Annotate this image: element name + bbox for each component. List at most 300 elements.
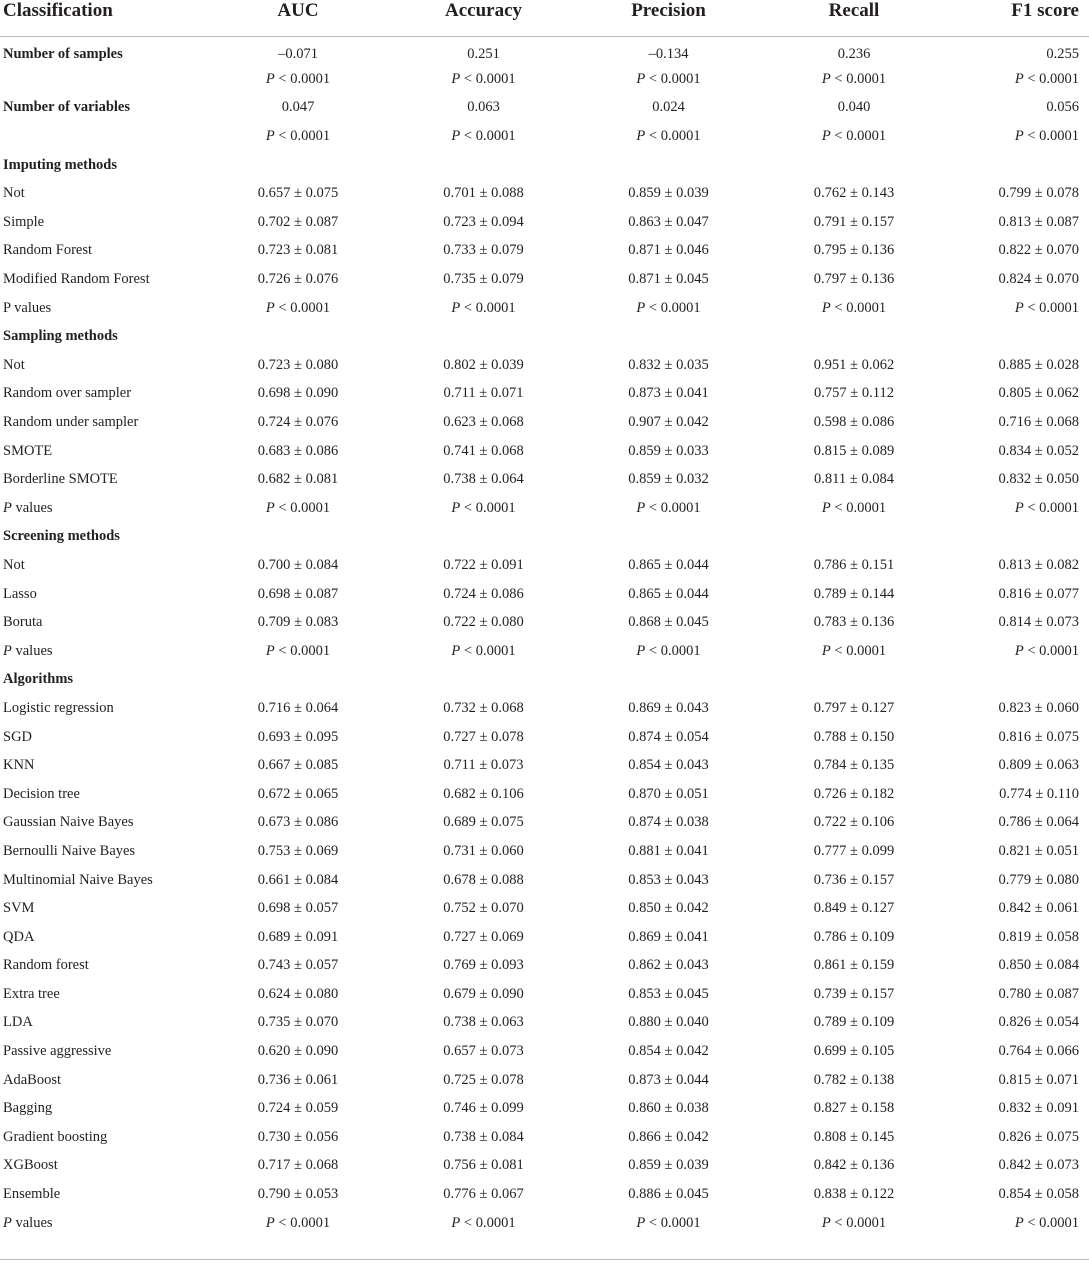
cell-precision: 0.862 ± 0.043 xyxy=(628,957,709,974)
cell-f1-score: 0.779 ± 0.080 xyxy=(998,871,1079,888)
cell-accuracy: 0.679 ± 0.090 xyxy=(443,985,524,1002)
cell-recall: 0.786 ± 0.151 xyxy=(813,556,895,573)
cell-precision xyxy=(576,322,761,351)
cell-accuracy: P < 0.0001 xyxy=(451,70,516,87)
cell-f1-score: 0.813 ± 0.082 xyxy=(998,556,1079,573)
header-row xyxy=(0,0,1089,37)
cell-accuracy xyxy=(391,322,576,351)
cell-auc: 0.753 ± 0.069 xyxy=(257,842,339,859)
cell-auc: 0.673 ± 0.086 xyxy=(257,814,339,831)
cell-recall: 0.782 ± 0.138 xyxy=(813,1071,895,1088)
cell-auc: 0.717 ± 0.068 xyxy=(257,1157,339,1174)
cell-precision: –0.134 xyxy=(648,45,689,62)
cell-f1-score: 0.814 ± 0.073 xyxy=(998,614,1079,631)
cell-f1-score: 0.774 ± 0.110 xyxy=(999,785,1079,802)
cell-recall xyxy=(761,322,947,351)
cell-recall: 0.739 ± 0.157 xyxy=(813,985,895,1002)
cell-recall: 0.762 ± 0.143 xyxy=(813,185,895,202)
cell-auc xyxy=(205,151,391,180)
cell-auc: P < 0.0001 xyxy=(265,642,331,659)
cell-f1-score xyxy=(947,666,1089,695)
cell-precision: 0.874 ± 0.054 xyxy=(628,728,709,745)
cell-accuracy: 0.732 ± 0.068 xyxy=(443,699,524,716)
cell-accuracy: 0.251 xyxy=(467,45,500,62)
table-row xyxy=(0,237,1089,266)
table-row xyxy=(0,980,1089,1009)
cell-accuracy xyxy=(391,666,576,695)
cell-recall: 0.849 ± 0.127 xyxy=(813,900,895,917)
cell-auc: 0.047 xyxy=(281,99,315,116)
table-row xyxy=(0,1094,1089,1123)
cell-precision: 0.869 ± 0.043 xyxy=(628,699,709,716)
cell-f1-score: 0.842 ± 0.073 xyxy=(998,1157,1079,1174)
row-label: XGBoost xyxy=(3,1157,58,1174)
cell-f1-score: 0.799 ± 0.078 xyxy=(998,185,1079,202)
cell-auc: 0.700 ± 0.084 xyxy=(257,556,339,573)
cell-accuracy: 0.738 ± 0.063 xyxy=(443,1014,524,1031)
cell-recall: 0.598 ± 0.086 xyxy=(813,414,895,431)
cell-precision: 0.873 ± 0.041 xyxy=(628,385,709,402)
cell-precision: 0.869 ± 0.041 xyxy=(628,928,709,945)
table-row xyxy=(0,952,1089,981)
row-label: AdaBoost xyxy=(3,1071,61,1088)
row-label: LDA xyxy=(3,1014,33,1031)
cell-recall: 0.808 ± 0.145 xyxy=(813,1128,895,1145)
cell-precision: 0.880 ± 0.040 xyxy=(628,1014,709,1031)
cell-recall: 0.951 ± 0.062 xyxy=(813,356,895,373)
cell-f1-score: 0.854 ± 0.058 xyxy=(998,1186,1079,1203)
row-label: Ensemble xyxy=(3,1186,61,1203)
cell-accuracy: 0.063 xyxy=(467,99,500,116)
cell-precision: 0.870 ± 0.051 xyxy=(628,785,709,802)
cell-precision: 0.859 ± 0.033 xyxy=(628,442,709,459)
table-row xyxy=(0,1123,1089,1152)
section-row xyxy=(0,523,1089,552)
table-row xyxy=(0,265,1089,294)
cell-auc: P < 0.0001 xyxy=(265,1214,331,1231)
row-label: Random under sampler xyxy=(3,414,139,431)
row-label: SVM xyxy=(3,900,35,917)
cell-precision: 0.859 ± 0.039 xyxy=(628,1157,709,1174)
table-row xyxy=(0,723,1089,752)
row-label: Not xyxy=(3,556,25,573)
cell-accuracy: 0.711 ± 0.073 xyxy=(443,757,524,774)
cell-recall: 0.842 ± 0.136 xyxy=(813,1157,895,1174)
cell-accuracy xyxy=(391,523,576,552)
cell-accuracy: 0.623 ± 0.068 xyxy=(443,414,524,431)
table-row xyxy=(0,465,1089,494)
table-row xyxy=(0,294,1089,323)
row-label: QDA xyxy=(3,928,35,945)
cell-precision: 0.865 ± 0.044 xyxy=(628,556,709,573)
table-row xyxy=(0,1009,1089,1038)
header-classification: Classification xyxy=(0,0,205,37)
cell-recall: P < 0.0001 xyxy=(821,499,887,516)
cell-auc: 0.624 ± 0.080 xyxy=(257,985,339,1002)
cell-f1-score: 0.885 ± 0.028 xyxy=(998,356,1079,373)
table-row xyxy=(0,65,1089,94)
table-row xyxy=(0,608,1089,637)
row-label: Bagging xyxy=(3,1100,53,1117)
cell-precision xyxy=(576,666,761,695)
cell-recall: 0.699 ± 0.105 xyxy=(813,1043,895,1060)
cell-auc xyxy=(205,322,391,351)
row-label: Not xyxy=(3,185,25,202)
table-row xyxy=(0,208,1089,237)
cell-accuracy: 0.689 ± 0.075 xyxy=(443,814,524,831)
cell-recall: 0.722 ± 0.106 xyxy=(813,814,895,831)
cell-auc: P < 0.0001 xyxy=(265,499,331,516)
cell-precision: 0.873 ± 0.044 xyxy=(628,1071,709,1088)
cell-recall: 0.786 ± 0.109 xyxy=(813,928,895,945)
table-row xyxy=(0,751,1089,780)
cell-f1-score: 0.821 ± 0.051 xyxy=(998,842,1079,859)
cell-recall: 0.777 ± 0.099 xyxy=(813,842,895,859)
table-row xyxy=(0,1037,1089,1066)
table-row xyxy=(0,780,1089,809)
table-row xyxy=(0,551,1089,580)
row-label: Screening methods xyxy=(3,528,120,545)
row-label: Logistic regression xyxy=(3,699,114,716)
cell-accuracy: P < 0.0001 xyxy=(451,642,516,659)
cell-auc: 0.723 ± 0.080 xyxy=(257,356,339,373)
cell-recall xyxy=(761,666,947,695)
cell-precision: 0.874 ± 0.038 xyxy=(628,814,709,831)
row-label: Number of variables xyxy=(3,99,131,116)
cell-auc: 0.716 ± 0.064 xyxy=(257,699,339,716)
cell-precision: 0.859 ± 0.032 xyxy=(628,471,709,488)
table-row xyxy=(0,894,1089,923)
header-accuracy: Accuracy xyxy=(391,0,576,37)
row-label: Passive aggressive xyxy=(3,1043,112,1060)
cell-precision: 0.871 ± 0.045 xyxy=(628,271,709,288)
section-row xyxy=(0,666,1089,695)
cell-recall: 0.797 ± 0.127 xyxy=(813,699,895,716)
cell-f1-score: 0.834 ± 0.052 xyxy=(998,442,1079,459)
cell-precision: 0.853 ± 0.045 xyxy=(628,985,709,1002)
row-label: Gaussian Naive Bayes xyxy=(3,814,134,831)
table-row xyxy=(0,923,1089,952)
cell-accuracy: 0.657 ± 0.073 xyxy=(443,1043,524,1060)
cell-accuracy: 0.746 ± 0.099 xyxy=(443,1100,524,1117)
cell-precision: P < 0.0001 xyxy=(636,1214,701,1231)
row-label: Random Forest xyxy=(3,242,93,259)
header-recall: Recall xyxy=(761,0,947,37)
cell-auc: 0.682 ± 0.081 xyxy=(257,471,339,488)
section-row xyxy=(0,94,1089,123)
cell-f1-score: 0.816 ± 0.077 xyxy=(998,585,1079,602)
cell-f1-score xyxy=(947,523,1089,552)
cell-f1-score: 0.056 xyxy=(1046,99,1079,116)
cell-auc: 0.661 ± 0.084 xyxy=(257,871,339,888)
cell-f1-score: 0.813 ± 0.087 xyxy=(998,213,1079,230)
cell-recall: 0.827 ± 0.158 xyxy=(813,1100,895,1117)
cell-precision: 0.024 xyxy=(652,99,685,116)
cell-precision: 0.860 ± 0.038 xyxy=(628,1100,709,1117)
cell-accuracy: 0.723 ± 0.094 xyxy=(443,213,524,230)
cell-precision: 0.868 ± 0.045 xyxy=(628,614,709,631)
table-row xyxy=(0,1066,1089,1095)
row-label xyxy=(0,65,205,94)
table-row xyxy=(0,494,1089,523)
cell-auc: 0.709 ± 0.083 xyxy=(257,614,339,631)
cell-accuracy: 0.769 ± 0.093 xyxy=(443,957,524,974)
table-row xyxy=(0,580,1089,609)
row-label: Algorithms xyxy=(3,671,74,688)
cell-accuracy: 0.722 ± 0.080 xyxy=(443,614,524,631)
cell-auc: 0.698 ± 0.090 xyxy=(257,385,339,402)
cell-auc: 0.790 ± 0.053 xyxy=(257,1186,339,1203)
cell-auc: 0.698 ± 0.057 xyxy=(257,900,339,917)
cell-recall: 0.789 ± 0.144 xyxy=(813,585,895,602)
cell-auc: 0.702 ± 0.087 xyxy=(257,213,339,230)
row-label: Simple xyxy=(3,213,45,230)
cell-f1-score xyxy=(947,322,1089,351)
cell-recall: 0.784 ± 0.135 xyxy=(813,757,895,774)
row-label: Lasso xyxy=(3,585,37,602)
cell-precision: 0.863 ± 0.047 xyxy=(628,213,709,230)
row-label: Imputing methods xyxy=(3,156,118,173)
cell-recall: P < 0.0001 xyxy=(821,128,887,145)
table-row xyxy=(0,637,1089,666)
bottom-rule xyxy=(0,1259,1089,1260)
cell-f1-score: 0.826 ± 0.075 xyxy=(998,1128,1079,1145)
row-label: Borderline SMOTE xyxy=(3,471,118,488)
row-label: P values xyxy=(3,642,53,659)
cell-precision: P < 0.0001 xyxy=(636,642,701,659)
cell-f1-score: 0.764 ± 0.066 xyxy=(998,1043,1079,1060)
cell-accuracy: 0.738 ± 0.084 xyxy=(443,1128,524,1145)
section-row xyxy=(0,37,1089,66)
cell-precision xyxy=(576,151,761,180)
cell-accuracy: P < 0.0001 xyxy=(451,1214,516,1231)
table-row xyxy=(0,1152,1089,1181)
row-label: Number of samples xyxy=(3,45,123,62)
cell-accuracy: 0.802 ± 0.039 xyxy=(443,356,524,373)
cell-auc: P < 0.0001 xyxy=(265,70,331,87)
cell-accuracy: 0.711 ± 0.071 xyxy=(443,385,524,402)
table-row xyxy=(0,380,1089,409)
cell-auc: 0.724 ± 0.076 xyxy=(257,414,339,431)
cell-f1-score: 0.255 xyxy=(1046,45,1079,62)
cell-auc: 0.736 ± 0.061 xyxy=(257,1071,339,1088)
table-row xyxy=(0,179,1089,208)
cell-auc: 0.672 ± 0.065 xyxy=(257,785,339,802)
cell-accuracy: 0.731 ± 0.060 xyxy=(443,842,524,859)
cell-accuracy: 0.733 ± 0.079 xyxy=(443,242,524,259)
cell-precision: 0.854 ± 0.043 xyxy=(628,757,709,774)
cell-auc: 0.667 ± 0.085 xyxy=(257,757,339,774)
cell-accuracy: P < 0.0001 xyxy=(451,128,516,145)
row-label: Random over sampler xyxy=(3,385,132,402)
cell-f1-score: P < 0.0001 xyxy=(1014,499,1079,516)
cell-accuracy: 0.724 ± 0.086 xyxy=(443,585,524,602)
cell-recall: 0.795 ± 0.136 xyxy=(813,242,895,259)
cell-recall: 0.838 ± 0.122 xyxy=(813,1186,895,1203)
header-f1-score: F1 score xyxy=(947,0,1089,37)
row-label: Random forest xyxy=(3,957,89,974)
cell-recall: 0.783 ± 0.136 xyxy=(813,614,895,631)
cell-f1-score: 0.805 ± 0.062 xyxy=(998,385,1079,402)
row-label: P values xyxy=(3,299,52,316)
cell-auc: 0.730 ± 0.056 xyxy=(257,1128,339,1145)
cell-f1-score: 0.716 ± 0.068 xyxy=(998,414,1079,431)
cell-f1-score: 0.819 ± 0.058 xyxy=(998,928,1079,945)
table-row xyxy=(0,1209,1089,1238)
cell-f1-score: P < 0.0001 xyxy=(1014,70,1079,87)
cell-f1-score: 0.823 ± 0.060 xyxy=(998,699,1079,716)
cell-accuracy: P < 0.0001 xyxy=(451,299,516,316)
cell-recall: P < 0.0001 xyxy=(821,1214,887,1231)
cell-recall: P < 0.0001 xyxy=(821,299,887,316)
cell-auc: 0.657 ± 0.075 xyxy=(257,185,339,202)
cell-accuracy: 0.727 ± 0.069 xyxy=(443,928,524,945)
cell-accuracy: P < 0.0001 xyxy=(451,499,516,516)
table-row xyxy=(0,1180,1089,1209)
cell-precision: 0.865 ± 0.044 xyxy=(628,585,709,602)
cell-accuracy: 0.756 ± 0.081 xyxy=(443,1157,524,1174)
table-body xyxy=(0,37,1089,1238)
cell-auc: P < 0.0001 xyxy=(265,128,331,145)
cell-accuracy: 0.741 ± 0.068 xyxy=(443,442,524,459)
cell-recall: P < 0.0001 xyxy=(821,70,887,87)
cell-auc: P < 0.0001 xyxy=(265,299,331,316)
cell-auc: 0.726 ± 0.076 xyxy=(257,271,339,288)
cell-f1-score: 0.824 ± 0.070 xyxy=(998,271,1079,288)
cell-auc xyxy=(205,523,391,552)
cell-recall: 0.788 ± 0.150 xyxy=(813,728,895,745)
table-row xyxy=(0,351,1089,380)
cell-precision: 0.850 ± 0.042 xyxy=(628,900,709,917)
cell-accuracy: 0.725 ± 0.078 xyxy=(443,1071,524,1088)
cell-accuracy: 0.735 ± 0.079 xyxy=(443,271,524,288)
cell-f1-score: 0.842 ± 0.061 xyxy=(998,900,1079,917)
cell-f1-score: 0.832 ± 0.091 xyxy=(998,1100,1079,1117)
row-label: Bernoulli Naive Bayes xyxy=(3,842,136,859)
cell-accuracy: 0.776 ± 0.067 xyxy=(443,1186,524,1203)
cell-recall: 0.736 ± 0.157 xyxy=(813,871,895,888)
cell-precision: 0.886 ± 0.045 xyxy=(628,1186,709,1203)
cell-auc: 0.683 ± 0.086 xyxy=(257,442,339,459)
row-label: SMOTE xyxy=(3,442,53,459)
cell-auc: 0.724 ± 0.059 xyxy=(257,1100,339,1117)
cell-recall: 0.861 ± 0.159 xyxy=(813,957,895,974)
row-label: KNN xyxy=(3,757,35,774)
row-label: Decision tree xyxy=(3,785,80,802)
cell-precision: 0.854 ± 0.042 xyxy=(628,1043,709,1060)
cell-auc: 0.620 ± 0.090 xyxy=(257,1043,339,1060)
row-label: Not xyxy=(3,356,25,373)
cell-accuracy: 0.682 ± 0.106 xyxy=(443,785,524,802)
cell-recall: 0.789 ± 0.109 xyxy=(813,1014,895,1031)
row-label: Modified Random Forest xyxy=(3,271,150,288)
cell-auc: 0.743 ± 0.057 xyxy=(257,957,339,974)
cell-auc: 0.698 ± 0.087 xyxy=(257,585,339,602)
table-row xyxy=(0,694,1089,723)
cell-recall: 0.757 ± 0.112 xyxy=(814,385,894,402)
cell-precision: 0.832 ± 0.035 xyxy=(628,356,709,373)
row-label: P values xyxy=(3,499,53,516)
header-auc: AUC xyxy=(205,0,391,37)
cell-auc: 0.693 ± 0.095 xyxy=(257,728,339,745)
cell-f1-score: P < 0.0001 xyxy=(1014,1214,1079,1231)
cell-precision: 0.907 ± 0.042 xyxy=(628,414,709,431)
table-row xyxy=(0,437,1089,466)
cell-auc xyxy=(205,666,391,695)
cell-accuracy: 0.678 ± 0.088 xyxy=(443,871,524,888)
cell-accuracy: 0.752 ± 0.070 xyxy=(443,900,524,917)
table-row xyxy=(0,408,1089,437)
cell-f1-score: 0.832 ± 0.050 xyxy=(998,471,1079,488)
cell-accuracy xyxy=(391,151,576,180)
row-label: Multinomial Naive Bayes xyxy=(3,871,153,888)
cell-accuracy: 0.701 ± 0.088 xyxy=(443,185,524,202)
cell-recall: 0.811 ± 0.084 xyxy=(814,471,894,488)
table-row xyxy=(0,122,1089,151)
cell-recall: P < 0.0001 xyxy=(821,642,887,659)
cell-precision: P < 0.0001 xyxy=(636,299,701,316)
cell-precision: 0.853 ± 0.043 xyxy=(628,871,709,888)
cell-recall xyxy=(761,151,947,180)
cell-f1-score: 0.822 ± 0.070 xyxy=(998,242,1079,259)
cell-precision: 0.871 ± 0.046 xyxy=(628,242,709,259)
cell-f1-score: 0.816 ± 0.075 xyxy=(998,728,1079,745)
table-row xyxy=(0,837,1089,866)
row-label: Boruta xyxy=(3,614,43,631)
cell-precision: 0.859 ± 0.039 xyxy=(628,185,709,202)
cell-auc: –0.071 xyxy=(278,45,318,62)
cell-accuracy: 0.738 ± 0.064 xyxy=(443,471,524,488)
cell-recall: 0.797 ± 0.136 xyxy=(813,271,895,288)
section-row xyxy=(0,151,1089,180)
cell-f1-score: 0.850 ± 0.084 xyxy=(998,957,1079,974)
cell-auc: 0.735 ± 0.070 xyxy=(257,1014,339,1031)
cell-f1-score: 0.786 ± 0.064 xyxy=(998,814,1079,831)
cell-accuracy: 0.727 ± 0.078 xyxy=(443,728,524,745)
cell-auc: 0.689 ± 0.091 xyxy=(257,928,339,945)
cell-f1-score: P < 0.0001 xyxy=(1014,299,1079,316)
cell-precision xyxy=(576,523,761,552)
row-label xyxy=(0,122,205,151)
cell-precision: P < 0.0001 xyxy=(636,499,701,516)
cell-precision: 0.881 ± 0.041 xyxy=(628,842,709,859)
cell-recall: 0.236 xyxy=(837,45,871,62)
cell-f1-score: 0.826 ± 0.054 xyxy=(998,1014,1079,1031)
cell-auc: 0.723 ± 0.081 xyxy=(257,242,339,259)
cell-precision: P < 0.0001 xyxy=(636,70,701,87)
cell-accuracy: 0.722 ± 0.091 xyxy=(443,556,524,573)
row-label: Gradient boosting xyxy=(3,1128,108,1145)
cell-f1-score: P < 0.0001 xyxy=(1014,128,1079,145)
table-row xyxy=(0,809,1089,838)
cell-f1-score: 0.809 ± 0.063 xyxy=(998,757,1079,774)
cell-recall: 0.791 ± 0.157 xyxy=(813,213,895,230)
section-row xyxy=(0,322,1089,351)
row-label: Extra tree xyxy=(3,985,60,1002)
row-label: Sampling methods xyxy=(3,328,118,345)
cell-precision: 0.866 ± 0.042 xyxy=(628,1128,709,1145)
cell-f1-score: 0.780 ± 0.087 xyxy=(998,985,1079,1002)
row-label: SGD xyxy=(3,728,33,745)
table-row xyxy=(0,866,1089,895)
cell-recall: 0.726 ± 0.182 xyxy=(813,785,895,802)
cell-f1-score: 0.815 ± 0.071 xyxy=(998,1071,1079,1088)
cell-f1-score xyxy=(947,151,1089,180)
cell-precision: P < 0.0001 xyxy=(636,128,701,145)
cell-recall: 0.815 ± 0.089 xyxy=(813,442,895,459)
header-precision: Precision xyxy=(576,0,761,37)
row-label: P values xyxy=(3,1214,53,1231)
